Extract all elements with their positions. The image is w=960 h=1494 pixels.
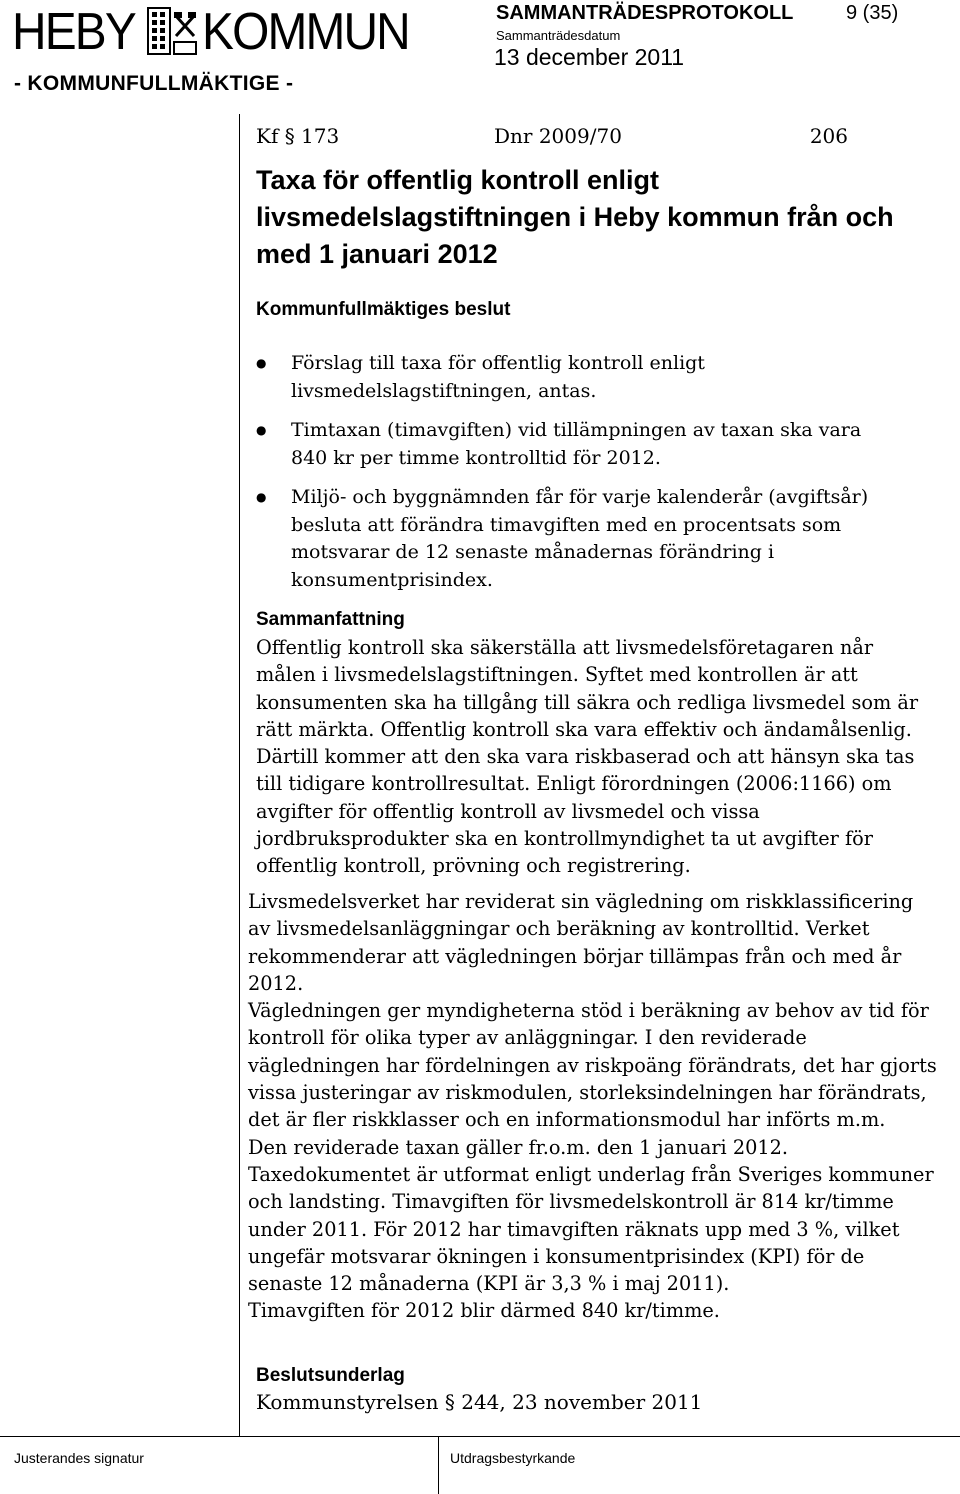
footer-column-divider [438,1436,439,1494]
summary-details [248,888,943,1325]
basis-text: Kommunstyrelsen § 244, 23 november 2011 [256,1390,703,1414]
summary-paragraph: Den reviderade taxan gäller fr.o.m. den 1 januari 2012. [248,1135,789,1159]
decision-item: ● Miljö- och byggnämnden får för varje kalenderår (avgiftsår) besluta att förändra timavgiften med en procentsats som motsvarar de 12 senaste månadernas förändring i konsumentprisindex. [256,484,896,594]
case-paragraph: Kf § 173 [256,124,340,148]
meeting-date: 13 december 2011 [494,44,685,70]
decision-item: ● Förslag till taxa för offentlig kontroll enligt livsmedelslagstiftningen, antas. [256,350,896,405]
logo-text-heby: HEBY [12,3,135,61]
decision-item: ● Timtaxan (timavgiften) vid tillämpningen av taxan ska vara 840 kr per timme kontrolltid för 2012. [256,417,896,472]
footer-divider [0,1436,960,1437]
margin-divider [239,114,240,1436]
certification-label: Utdragsbestyrkande [450,1450,576,1466]
date-label: Sammanträdesdatum [496,28,621,43]
coat-of-arms-icon [146,6,198,56]
summary-paragraph: Timavgiften för 2012 blir därmed 840 kr/timme. [248,1299,720,1323]
department-name: - KOMMUNFULLMÄKTIGE - [14,72,294,95]
summary-paragraph: Vägledningen ger myndigheterna stöd i beräkning av behov av tid för kontroll för olika typer av anläggningar. I den reviderade vägledningen har fördelningen av riskpoäng förändrats, det har gjorts vissa justeringar av riskmodulen, storleksindelningen har förändrats, det är fler riskklasser och en informationsmodul har införts m.m. [248,999,943,1132]
protocol-title: SAMMANTRÄDESPROTOKOLL [496,2,794,24]
decision-heading: Kommunfullmäktiges beslut [256,299,511,320]
case-number: 206 [809,124,848,148]
summary-paragraph: Taxedokumentet är utformat enligt underlag från Sveriges kommuner och landsting. Timavgiften för livsmedelskontroll är 814 kr/timme under 2011. För 2012 har timavgiften räknats upp med 3 %, vilket ungefär motsvarar ökningen i konsumentprisindex (KPI) för de senaste 12 månaderna (KPI är 3,3 % i maj 2011). [248,1162,940,1296]
page-number: 9 (35) [846,2,899,24]
decision-list [256,350,896,606]
case-registration-number: Dnr 2009/70 [494,124,622,148]
summary-paragraph: Offentlig kontroll ska säkerställa att livsmedelsföretagaren når målen i livsmedelslagstiftningen. Syftet med kontrollen är att konsumenten ska ha tillgång till säkra och redliga livsmedel som är rätt märkta. Offentlig kontroll ska vara effektiv och ändamålsenlig. Därtill kommer att den ska vara riskbaserad och att hänsyn ska tas till tidigare kontrollresultat. Enligt förordningen (2006:1166) om avgifter för offentlig kontroll av livsmedel och vissa jordbruksprodukter ska en kontrollmyndighet ta ut avgifter för offentlig kontroll, prövning och registrering. [256,636,919,878]
signature-label: Justerandes signatur [14,1450,144,1466]
logo-text-kommun: KOMMUN [202,3,409,61]
summary-heading: Sammanfattning [256,609,405,630]
basis-heading: Beslutsunderlag [256,1365,405,1386]
heby-kommun-logo [6,2,409,68]
document-title: Taxa för offentlig kontroll enligt livsmedelslagstiftningen i Heby kommun från och med 1 januari 2012 [256,165,894,269]
summary-paragraph: Livsmedelsverket har reviderat sin vägledning om riskklassificering av livsmedelsanläggningar och beräkning av kontrolltid. Verket rekommenderar att vägledningen börjar tillämpas från och med år 2012. [248,890,920,995]
